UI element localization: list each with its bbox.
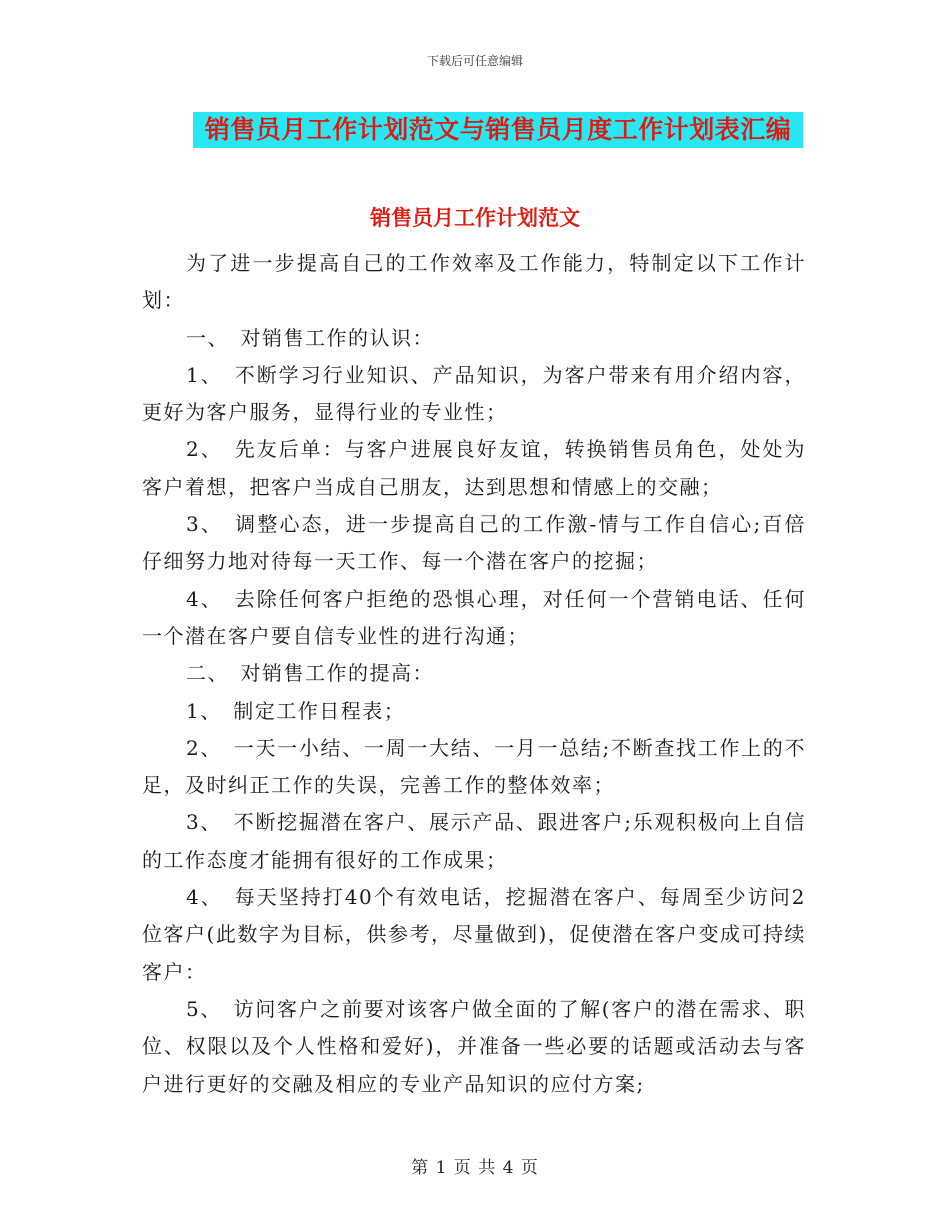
paragraph: 1、 制定工作日程表； (186, 698, 406, 723)
paragraph: 5、 访问客户之前要对该客户做全面的了解(客户的潜在需求、职位、权限以及个人性格和爱好)，并准备一些必要的话题或活动去与客户进行更好的交融及相应的专业产品知识的应付方案; (142, 996, 806, 1096)
paragraph: 4、 去除任何客户拒绝的恐惧心理，对任何一个营销电话、任何一个潜在客户要自信专业性的进行沟通； (142, 586, 806, 648)
paragraph: 为了进一步提高自己的工作效率及工作能力，特制定以下工作计划： (142, 251, 806, 313)
page-number: 第 1 页 共 4 页 (411, 1158, 539, 1178)
paragraph: 1、 不断学习行业知识、产品知识，为客户带来有用介绍内容，更好为客户服务，显得行业的专业性； (142, 362, 806, 425)
paragraph: 2、 一天一小结、一周一大结、一月一总结;不断查找工作上的不足，及时纠正工作的失误，完善工作的整体效率； (142, 735, 806, 798)
paragraph: 一、 对销售工作的认识： (186, 325, 434, 350)
document-title: 销售员月工作计划范文与销售员月度工作计划表汇编 (204, 115, 792, 144)
document-body (142, 245, 806, 1103)
section-heading: 销售员月工作计划范文 (370, 206, 580, 230)
paragraph: 二、 对销售工作的提高： (186, 661, 434, 686)
paragraph: 3、 不断挖掘潜在客户、展示产品、跟进客户;乐观积极向上自信的工作态度才能拥有很好的工作成果； (142, 810, 806, 872)
header-note: 下载后可任意编辑 (426, 54, 523, 68)
paragraph: 3、 调整心态，进一步提高自己的工作激-情与工作自信心;百倍仔细努力地对待每一天工作、每一个潜在客户的挖掘； (142, 512, 806, 574)
paragraph: 2、 先友后单：与客户进展良好友谊，转换销售员角色，处处为客户着想，把客户当成自己朋友，达到思想和情感上的交融； (142, 437, 806, 499)
paragraph: 4、 每天坚持打40个有效电话，挖掘潜在客户、每周至少访问2位客户(此数字为目标，供参考，尽量做到)，促使潜在客户变成可持续客户： (142, 885, 806, 984)
